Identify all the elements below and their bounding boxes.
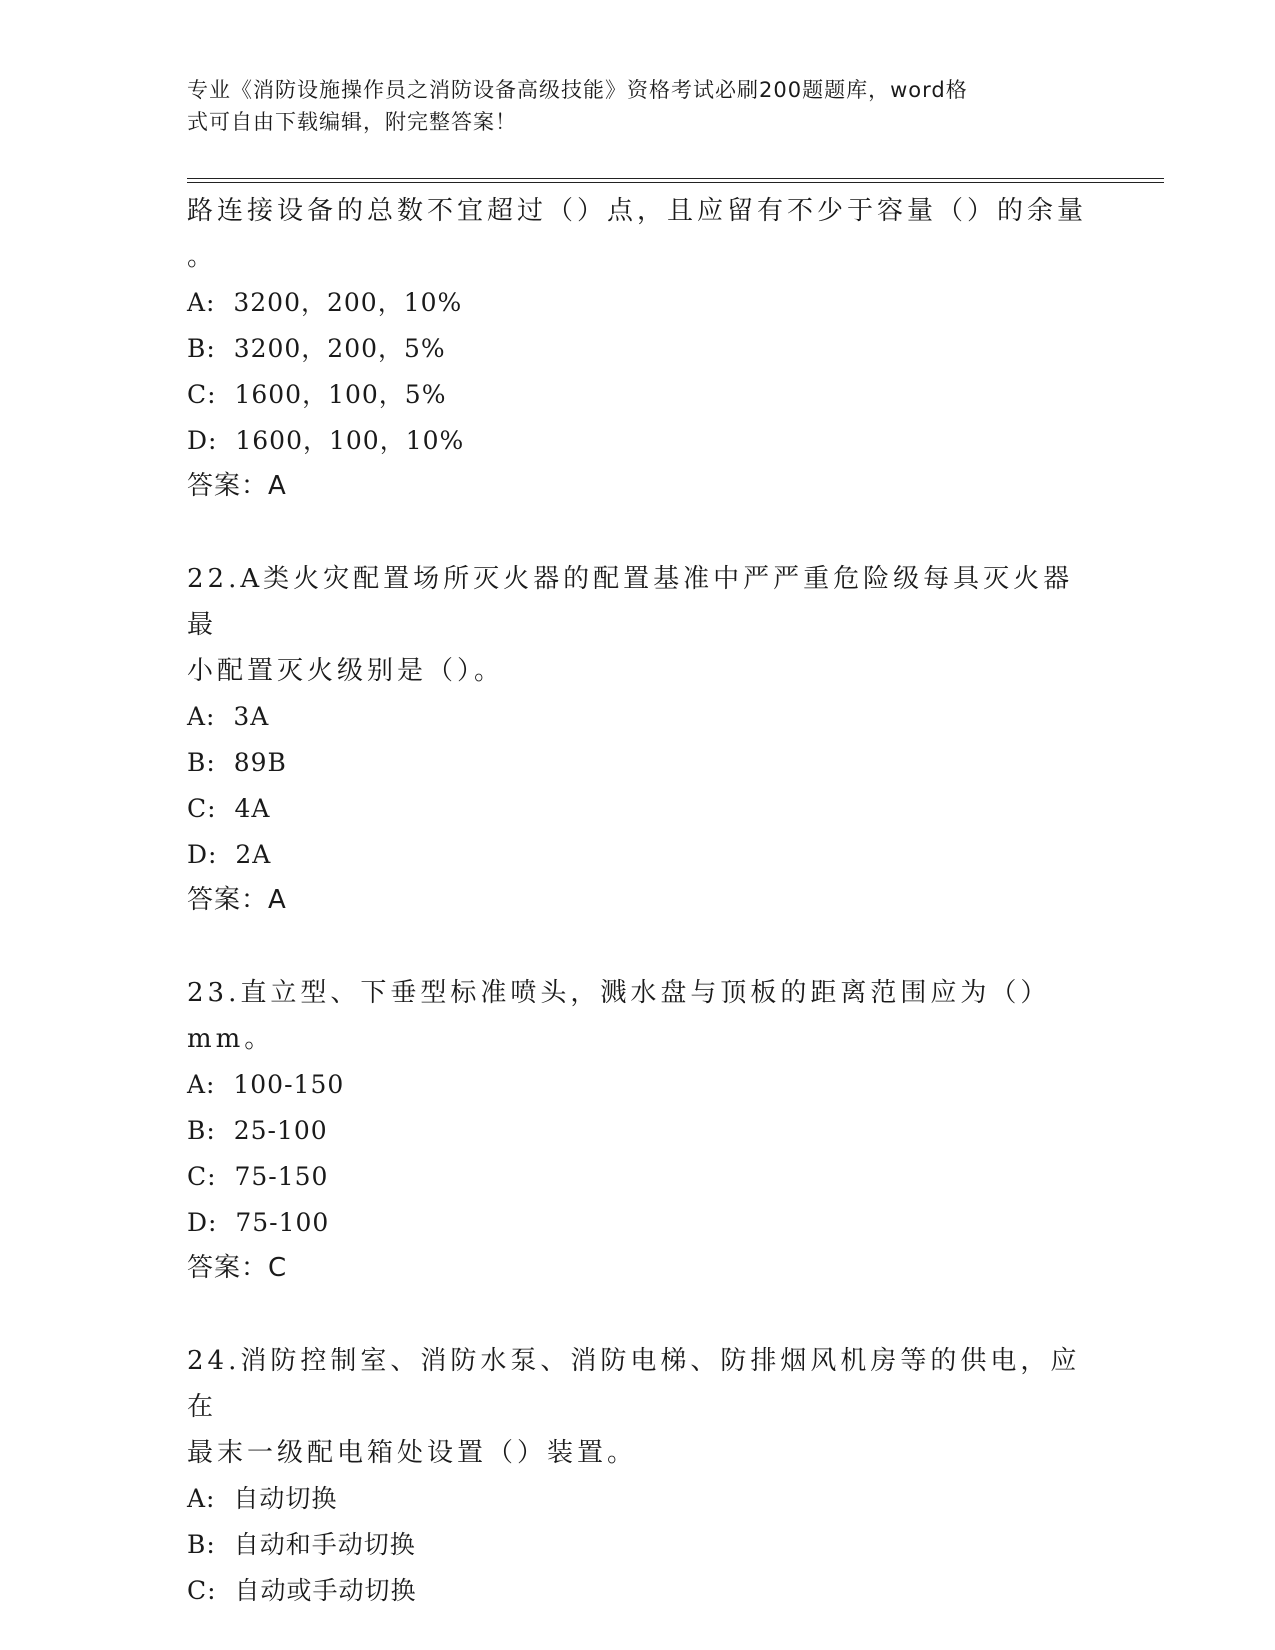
header-divider <box>187 178 1164 183</box>
option-a: A: 3A <box>187 702 270 731</box>
option-a: A: 自动切换 <box>187 1484 338 1513</box>
option-a: A: 100-150 <box>187 1070 345 1099</box>
question-text-line: 路连接设备的总数不宜超过（）点，且应留有不少于容量（）的余量 <box>187 196 1088 226</box>
option-c: C: 自动或手动切换 <box>187 1576 417 1605</box>
header-line-1: 专业《消防设施操作员之消防设备高级技能》资格考试必刷200题题库，word格 <box>187 78 968 102</box>
question-text-line: 23.直立型、下垂型标准喷头，溅水盘与顶板的距离范围应为（）mm。 <box>187 978 1051 1054</box>
option-c: C: 4A <box>187 794 271 823</box>
answer-label: 答案：C <box>187 1253 288 1283</box>
option-d: D: 75-100 <box>187 1208 330 1237</box>
question-text-line: 最末一级配电箱处设置（）装置。 <box>187 1438 638 1468</box>
question-text-line: 小配置灭火级别是（）。 <box>187 656 505 686</box>
option-b: B: 25-100 <box>187 1116 328 1145</box>
option-d: D: 1600，100，10% <box>187 426 465 455</box>
option-c: C: 1600，100，5% <box>187 380 447 409</box>
question-list <box>187 188 1087 1614</box>
option-d: D: 2A <box>187 840 272 869</box>
option-a: A: 3200，200，10% <box>187 288 463 317</box>
question-23 <box>187 970 1087 1290</box>
question-21-continued <box>187 188 1087 508</box>
answer-label: 答案：A <box>187 885 287 915</box>
question-24 <box>187 1338 1087 1614</box>
option-c: C: 75-150 <box>187 1162 329 1191</box>
question-text-line: 22.A类火灾配置场所灭火器的配置基准中严严重危险级每具灭火器最 <box>187 564 1074 640</box>
question-text-line: 。 <box>187 242 218 272</box>
option-b: B: 3200，200，5% <box>187 334 446 363</box>
answer-label: 答案：A <box>187 471 287 501</box>
question-22 <box>187 556 1087 922</box>
option-b: B: 自动和手动切换 <box>187 1530 416 1559</box>
document-header <box>187 74 1067 138</box>
option-b: B: 89B <box>187 748 287 777</box>
header-line-2: 式可自由下载编辑，附完整答案！ <box>187 110 517 134</box>
question-text-line: 24.消防控制室、消防水泵、消防电梯、防排烟风机房等的供电，应在 <box>187 1346 1081 1422</box>
